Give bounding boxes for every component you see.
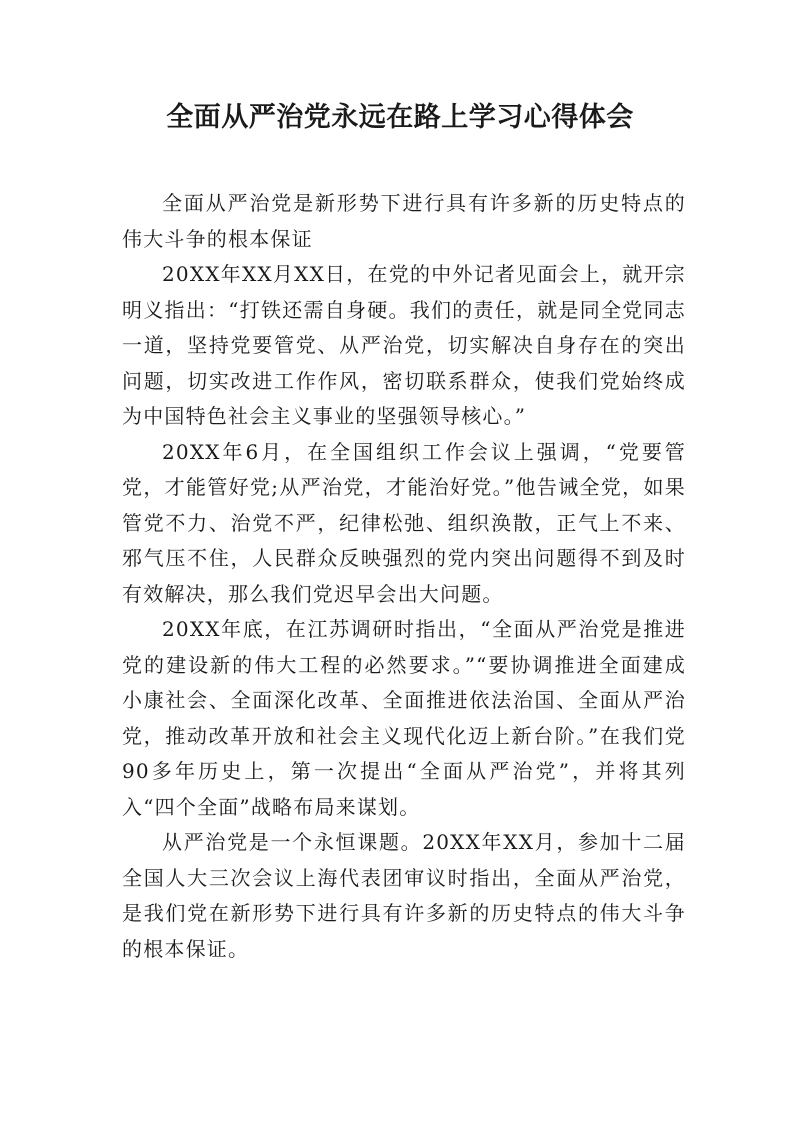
paragraph-1: 全面从严治党是新形势下进行具有许多新的历史特点的伟大斗争的根本保证	[122, 191, 686, 251]
document-body	[122, 186, 686, 967]
paragraph-3: 20XX年6月，在全国组织工作会议上强调，“党要管党，才能管好党;从严治党，才能治好党。”他告诫全党，如果管党不力、治党不严，纪律松弛、组织涣散，正气上不来、邪气压不住，人民群众反映强烈的党内突出问题得不到及时有效解决，那么我们党迟早会出大问题。	[122, 439, 686, 606]
paragraph-2: 20XX年XX月XX日，在党的中外记者见面会上，就开宗明义指出：“打铁还需自身硬。我们的责任，就是同全党同志一道，坚持党要管党、从严治党，切实解决自身存在的突出问题，切实改进工作作风，密切联系群众，使我们党始终成为中国特色社会主义事业的坚强领导核心。”	[122, 262, 686, 428]
paragraph-4: 20XX年底，在江苏调研时指出，“全面从严治党是推进党的建设新的伟大工程的必然要求。”“要协调推进全面建成小康社会、全面深化改革、全面推进依法治国、全面从严治党，推动改革开放和社会主义现代化迈上新台阶。”在我们党90多年历史上，第一次提出“全面从严治党”，并将其列入“四个全面”战略布局来谋划。	[122, 617, 686, 819]
document-title: 全面从严治党永远在路上学习心得体会	[166, 102, 634, 133]
paragraph-5: 从严治党是一个永恒课题。20XX年XX月，参加十二届全国人大三次会议上海代表团审议时指出，全面从严治党，是我们党在新形势下进行具有许多新的历史特点的伟大斗争的根本保证。	[122, 830, 686, 961]
